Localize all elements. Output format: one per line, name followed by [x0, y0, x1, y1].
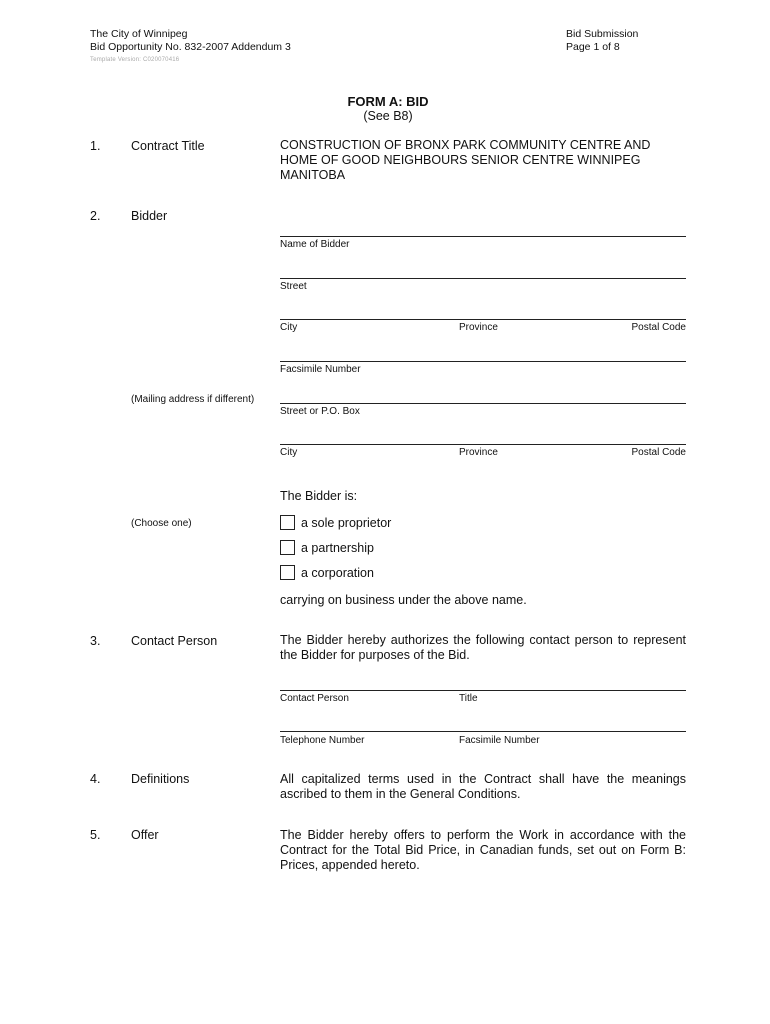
mailing-address-note: (Mailing address if different): [131, 394, 255, 405]
contact-facsimile-caption: Facsimile Number: [459, 735, 540, 746]
telephone-caption: Telephone Number: [280, 735, 365, 746]
carrying-on-business-text: carrying on business under the above name.: [280, 593, 527, 607]
offer-text: The Bidder hereby offers to perform the Work in accordance with the Contract for the Total Bid Price, in Canadian funds, set out on Form B: Prices, appended hereto.: [280, 828, 686, 872]
partnership-label: a partnership: [301, 541, 374, 555]
header-page-number: Page 1 of 8: [566, 41, 620, 53]
bidder-is-label: The Bidder is:: [280, 489, 358, 503]
facsimile-line[interactable]: [280, 361, 686, 362]
section-3-number: 3.: [90, 634, 101, 648]
bidder-name-caption: Name of Bidder: [280, 239, 350, 250]
header-bid-opportunity: Bid Opportunity No. 832-2007 Addendum 3: [90, 41, 291, 53]
section-4-label: Definitions: [131, 772, 190, 786]
city-caption: City: [280, 322, 298, 333]
section-4-number: 4.: [90, 772, 101, 786]
mailing-street-line[interactable]: [280, 403, 686, 404]
form-title: FORM A: BID: [347, 94, 429, 109]
form-subtitle: (See B8): [363, 109, 413, 123]
section-5-number: 5.: [90, 828, 101, 842]
postal-code-caption: Postal Code: [631, 322, 686, 333]
bidder-name-line[interactable]: [280, 236, 686, 237]
definitions-text: All capitalized terms used in the Contract shall have the meanings ascribed to them in the General Conditions.: [280, 772, 686, 801]
section-3-label: Contact Person: [131, 634, 218, 648]
facsimile-caption: Facsimile Number: [280, 364, 361, 375]
street-caption: Street: [280, 281, 307, 292]
street-line[interactable]: [280, 278, 686, 279]
contact-person-text: The Bidder hereby authorizes the following contact person to represent the Bidder for purposes of the Bid.: [280, 633, 686, 662]
sole-proprietor-label: a sole proprietor: [301, 516, 392, 530]
section-5-label: Offer: [131, 828, 159, 842]
mailing-city-line[interactable]: [280, 444, 686, 445]
province-caption: Province: [459, 322, 498, 333]
contact-person-caption: Contact Person: [280, 693, 349, 704]
corporation-label: a corporation: [301, 566, 374, 580]
mailing-province-caption: Province: [459, 447, 498, 458]
city-province-postal-line[interactable]: [280, 319, 686, 320]
contact-title-line[interactable]: [280, 690, 686, 691]
template-version: Template Version: C020070416: [90, 57, 180, 63]
mailing-city-caption: City: [280, 447, 298, 458]
mailing-street-caption: Street or P.O. Box: [280, 406, 360, 417]
header-bid-submission: Bid Submission: [566, 28, 639, 40]
contract-title-text: CONSTRUCTION OF BRONX PARK COMMUNITY CENTRE AND HOME OF GOOD NEIGHBOURS SENIOR CENTRE WINNIPEG MANITOBA: [280, 138, 651, 182]
sole-proprietor-checkbox[interactable]: [280, 515, 295, 530]
corporation-checkbox[interactable]: [280, 565, 295, 580]
section-2-label: Bidder: [131, 209, 168, 223]
title-caption: Title: [459, 693, 478, 704]
section-1-number: 1.: [90, 139, 101, 153]
section-1-label: Contract Title: [131, 139, 205, 153]
phone-fax-line[interactable]: [280, 731, 686, 732]
partnership-checkbox[interactable]: [280, 540, 295, 555]
header-city: The City of Winnipeg: [90, 28, 188, 40]
choose-one-note: (Choose one): [131, 518, 192, 529]
mailing-postal-caption: Postal Code: [631, 447, 686, 458]
section-2-number: 2.: [90, 209, 101, 223]
